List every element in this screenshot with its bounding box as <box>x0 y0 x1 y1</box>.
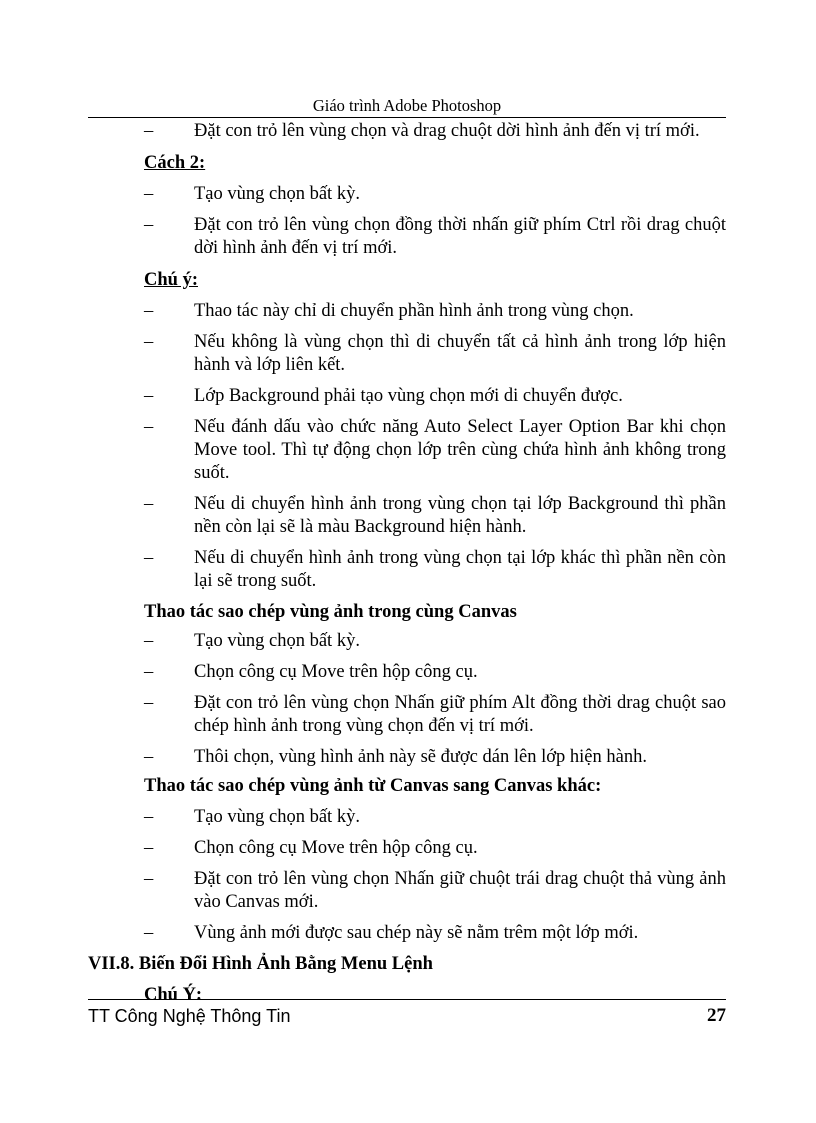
bullet-dash: – <box>144 386 154 406</box>
list-item <box>88 692 726 738</box>
page-header <box>88 95 726 118</box>
list-item-text: Tạo vùng chọn bất kỳ. <box>194 631 360 651</box>
list-item-text: Chọn công cụ Move trên hộp công cụ. <box>194 838 478 858</box>
bullet-dash: – <box>144 838 154 858</box>
list-item <box>88 120 726 143</box>
header-title: Giáo trình Adobe Photoshop <box>312 96 502 115</box>
list-item <box>88 385 726 408</box>
bullet-dash: – <box>144 869 154 889</box>
list-item <box>88 661 726 684</box>
list-item <box>88 493 726 539</box>
subheading-cach-2: Cách 2: <box>144 153 206 173</box>
heading-copy-within-canvas: Thao tác sao chép vùng ảnh trong cùng Canvas <box>144 602 517 622</box>
footer-divider <box>88 999 726 1000</box>
bullet-dash: – <box>144 184 154 204</box>
list-item-text: Đặt con trỏ lên vùng chọn đồng thời nhấn giữ phím Ctrl rồi drag chuột dời hình ảnh đến vị trí mới. <box>194 215 726 258</box>
bullet-dash: – <box>144 693 154 713</box>
bullet-dash: – <box>144 631 154 651</box>
bullet-dash: – <box>144 301 154 321</box>
list-item-text: Đặt con trỏ lên vùng chọn và drag chuột dời hình ảnh đến vị trí mới. <box>194 121 700 141</box>
bullet-dash: – <box>144 417 154 437</box>
list-item <box>88 183 726 206</box>
footer-org: TT Công Nghệ Thông Tin <box>88 1006 291 1026</box>
list-item-text: Lớp Background phải tạo vùng chọn mới di chuyển được. <box>194 386 623 406</box>
list-item <box>88 630 726 653</box>
list-item-text: Tạo vùng chọn bất kỳ. <box>194 184 360 204</box>
bullet-dash: – <box>144 548 154 568</box>
list-item-text: Thôi chọn, vùng hình ảnh này sẽ được dán lên lớp hiện hành. <box>194 747 647 767</box>
list-item <box>88 746 726 769</box>
bullet-dash: – <box>144 121 154 141</box>
bullet-dash: – <box>144 807 154 827</box>
bullet-dash: – <box>144 215 154 235</box>
list-item <box>88 837 726 860</box>
list-item <box>88 416 726 485</box>
bullet-dash: – <box>144 747 154 767</box>
section-heading-vii-8: VII.8. Biến Đổi Hình Ảnh Bằng Menu Lệnh <box>88 954 433 974</box>
bullet-dash: – <box>144 923 154 943</box>
note-heading: Chú Ý: <box>144 985 203 1005</box>
list-item-text: Đặt con trỏ lên vùng chọn Nhấn giữ phím Alt đồng thời drag chuột sao chép hình ảnh trong vùng chọn đến vị trí mới. <box>194 693 726 736</box>
list-item <box>88 300 726 323</box>
list-item-text: Nếu đánh dấu vào chức năng Auto Select Layer Option Bar khi chọn Move tool. Thì tự động chọn lớp trên cùng chứa hình ảnh không trong suốt. <box>194 417 726 483</box>
bullet-dash: – <box>144 332 154 352</box>
list-item <box>88 806 726 829</box>
list-item-text: Đặt con trỏ lên vùng chọn Nhấn giữ chuột trái drag chuột thả vùng ảnh vào Canvas mới. <box>194 869 726 912</box>
list-item-text: Nếu di chuyển hình ảnh trong vùng chọn tại lớp khác thì phần nền còn lại sẽ trong suốt. <box>194 548 726 591</box>
list-item-text: Vùng ảnh mới được sau chép này sẽ nằm trêm một lớp mới. <box>194 923 639 943</box>
list-item-text: Nếu di chuyển hình ảnh trong vùng chọn tại lớp Background thì phần nền còn lại sẽ là màu Background hiện hành. <box>194 494 726 537</box>
bullet-dash: – <box>144 662 154 682</box>
list-item-text: Tạo vùng chọn bất kỳ. <box>194 807 360 827</box>
list-item-text: Nếu không là vùng chọn thì di chuyển tất cả hình ảnh trong lớp hiện hành và lớp liên kết. <box>194 332 726 375</box>
list-item <box>88 214 726 260</box>
page-number: 27 <box>707 1005 726 1026</box>
list-item <box>88 868 726 914</box>
heading-copy-across-canvas: Thao tác sao chép vùng ảnh từ Canvas sang Canvas khác: <box>144 776 602 796</box>
list-item <box>88 331 726 377</box>
list-item <box>88 547 726 593</box>
bullet-dash: – <box>144 494 154 514</box>
list-item <box>88 922 726 945</box>
subheading-chu-y: Chú ý: <box>144 270 198 290</box>
page-content <box>88 120 726 1007</box>
list-item-text: Chọn công cụ Move trên hộp công cụ. <box>194 662 478 682</box>
list-item-text: Thao tác này chỉ di chuyển phần hình ảnh trong vùng chọn. <box>194 301 634 321</box>
